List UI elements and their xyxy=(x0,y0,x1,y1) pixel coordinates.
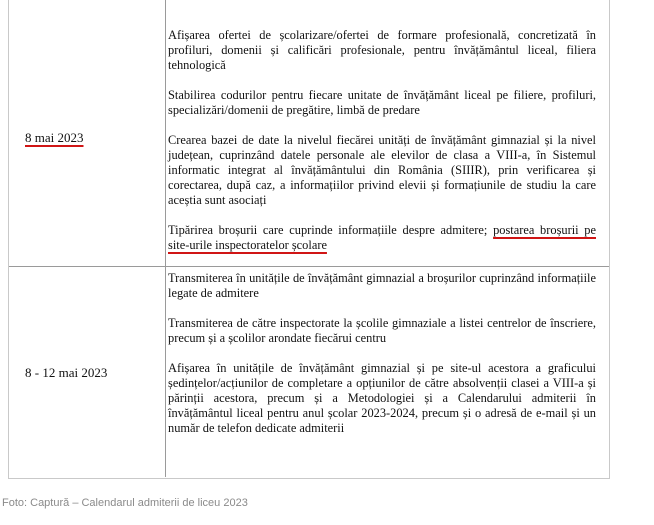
activity-paragraph: Afișarea în unitățile de învățământ gimnazial și pe site-ul acestora a graficului ședințelor/acțiunilor de completare a opțiunilor de către absolvenții clasei a VIII-a și părinții acestora, precum și a Metodologiei și a Calendarului admiterii în învățământul liceal pentru anul școlar 2023-2024, precum și o adresă de e-mail și un număr de telefon dedicate admiterii xyxy=(168,361,596,435)
date-label: 8 - 12 mai 2023 xyxy=(25,365,108,380)
brochure-posting-text: postarea broșurii pe site-urile inspectoratelor școlare xyxy=(168,223,596,252)
date-cell xyxy=(9,267,166,477)
activities-cell xyxy=(166,267,601,477)
activity-paragraph: Crearea bazei de date la nivelul fiecărei unități de învățământ gimnazial și la nivel județean, cuprinzând datele personale ale elevilor de clasa a VIII-a, în Sistemul informatic integrat al învățământului din România (SIIIR), prin verificarea și corectarea, după caz, a informațiilor privind elevii și formațiunile de studiu la care aceștia sunt asociați xyxy=(168,133,596,207)
activity-paragraph: Transmiterea în unitățile de învățământ gimnazial a broșurilor cuprinzând informațiile legate de admitere xyxy=(168,271,596,300)
activity-paragraph-brochure xyxy=(168,223,596,253)
table-row xyxy=(9,0,609,267)
schedule-table xyxy=(8,0,610,479)
activities-cell xyxy=(166,0,601,266)
date-label: 8 mai 2023 xyxy=(25,130,84,145)
date-cell xyxy=(9,0,166,266)
brochure-print-text: Tipărirea broșurii care cuprinde informațiile despre admitere; xyxy=(168,223,488,237)
activity-paragraph: Afișarea ofertei de școlarizare/ofertei de formare profesională, concretizată în profiluri, domenii și calificări profesionale, pentru învățământul liceal, filiera tehnologică xyxy=(168,28,596,72)
activity-paragraph: Stabilirea codurilor pentru fiecare unitate de învățământ liceal pe filiere, profiluri, specializări/domenii de pregătire, limbă de predare xyxy=(168,88,596,117)
photo-caption: Foto: Captură – Calendarul admiterii de liceu 2023 xyxy=(2,497,248,509)
activity-paragraph: Transmiterea de către inspectorate la școlile gimnaziale a listei centrelor de înscriere, precum și a școlilor arondate fiecărui centru xyxy=(168,316,596,345)
table-row xyxy=(9,267,609,477)
